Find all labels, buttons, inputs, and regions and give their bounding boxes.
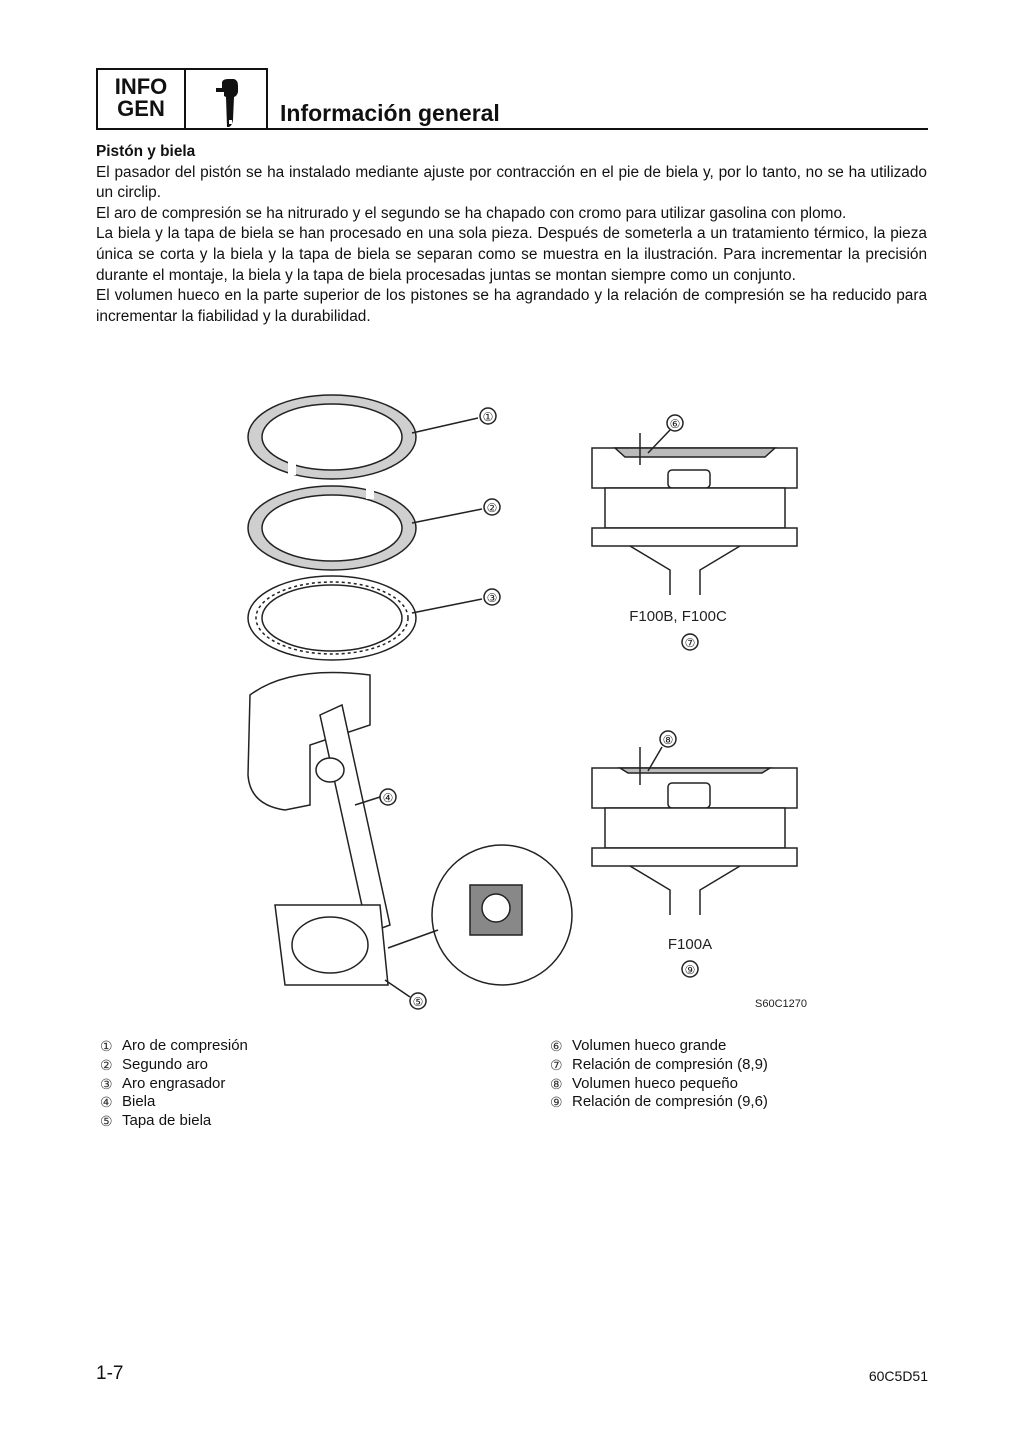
legend-item: ④ Biela <box>100 1093 156 1111</box>
page-header <box>96 68 928 130</box>
compression-ring-drawing <box>248 395 496 479</box>
label-f100b-f100c: F100B, F100C <box>629 608 727 625</box>
legend-item: ③ Aro engrasador <box>100 1074 226 1092</box>
legend-right <box>550 1037 768 1112</box>
paragraph: El pasador del pistón se ha instalado mediante ajuste por contracción en el pie de biela y, por lo tanto, no se ha utilizado un circlip. <box>96 163 927 202</box>
piston-conrod-illustration <box>230 385 830 1025</box>
badge-line2: GEN <box>117 96 165 121</box>
section-title: Pistón y biela <box>96 143 196 160</box>
svg-text:⑥: ⑥ <box>669 417 681 431</box>
legend-item: ① Aro de compresión <box>100 1037 248 1054</box>
outboard-motor-icon <box>186 70 268 130</box>
legend-item: ⑥ Volumen hueco grande <box>550 1037 727 1054</box>
legend-left <box>100 1037 248 1131</box>
page-title: Información general <box>280 100 500 126</box>
svg-text:③: ③ <box>486 591 498 605</box>
legend-item: ⑤ Tapa de biela <box>100 1112 212 1130</box>
section-badge <box>96 68 268 128</box>
document-code: 60C5D51 <box>868 1368 928 1384</box>
info-gen-label <box>98 70 186 130</box>
svg-text:①: ① <box>482 410 494 424</box>
paragraph: La biela y la tapa de biela se han procesado en una sola pieza. Después de someterla a un tratamiento térmico, la pieza única se corta y la biela y la tapa de biela se separan como se muestra en la ilustración. Para incrementar la precisión durante el montaje, la biela y la tapa de biela procesadas juntas se montan siempre como un conjunto. <box>96 225 927 284</box>
figure-code: S60C1270 <box>755 998 807 1010</box>
section-body <box>96 142 927 327</box>
svg-text:⑧: ⑧ <box>662 733 674 747</box>
legend-item: ⑨ Relación de compresión (9,6) <box>550 1093 768 1111</box>
legend-item: ⑧ Volumen hueco pequeño <box>550 1074 738 1092</box>
page-number: 1-7 <box>96 1363 124 1384</box>
badge-line1: INFO <box>114 74 168 99</box>
legend-item: ② Segundo aro <box>100 1055 208 1073</box>
header-rule <box>96 128 928 130</box>
paragraph: El volumen hueco en la parte superior de los pistones se ha agrandado y la relación de compresión se ha reducido para incrementar la fiabilidad y la durabilidad. <box>96 287 927 325</box>
svg-text:⑦: ⑦ <box>684 636 696 650</box>
legend-item: ⑦ Relación de compresión (8,9) <box>550 1055 768 1073</box>
svg-text:④: ④ <box>382 791 394 805</box>
svg-text:②: ② <box>486 501 498 515</box>
paragraph: El aro de compresión se ha nitrurado y el segundo se ha chapado con cromo para utilizar gasolina con plomo. <box>96 204 847 222</box>
label-f100a: F100A <box>667 936 713 953</box>
svg-text:⑨: ⑨ <box>684 963 696 977</box>
svg-text:⑤: ⑤ <box>412 995 424 1009</box>
